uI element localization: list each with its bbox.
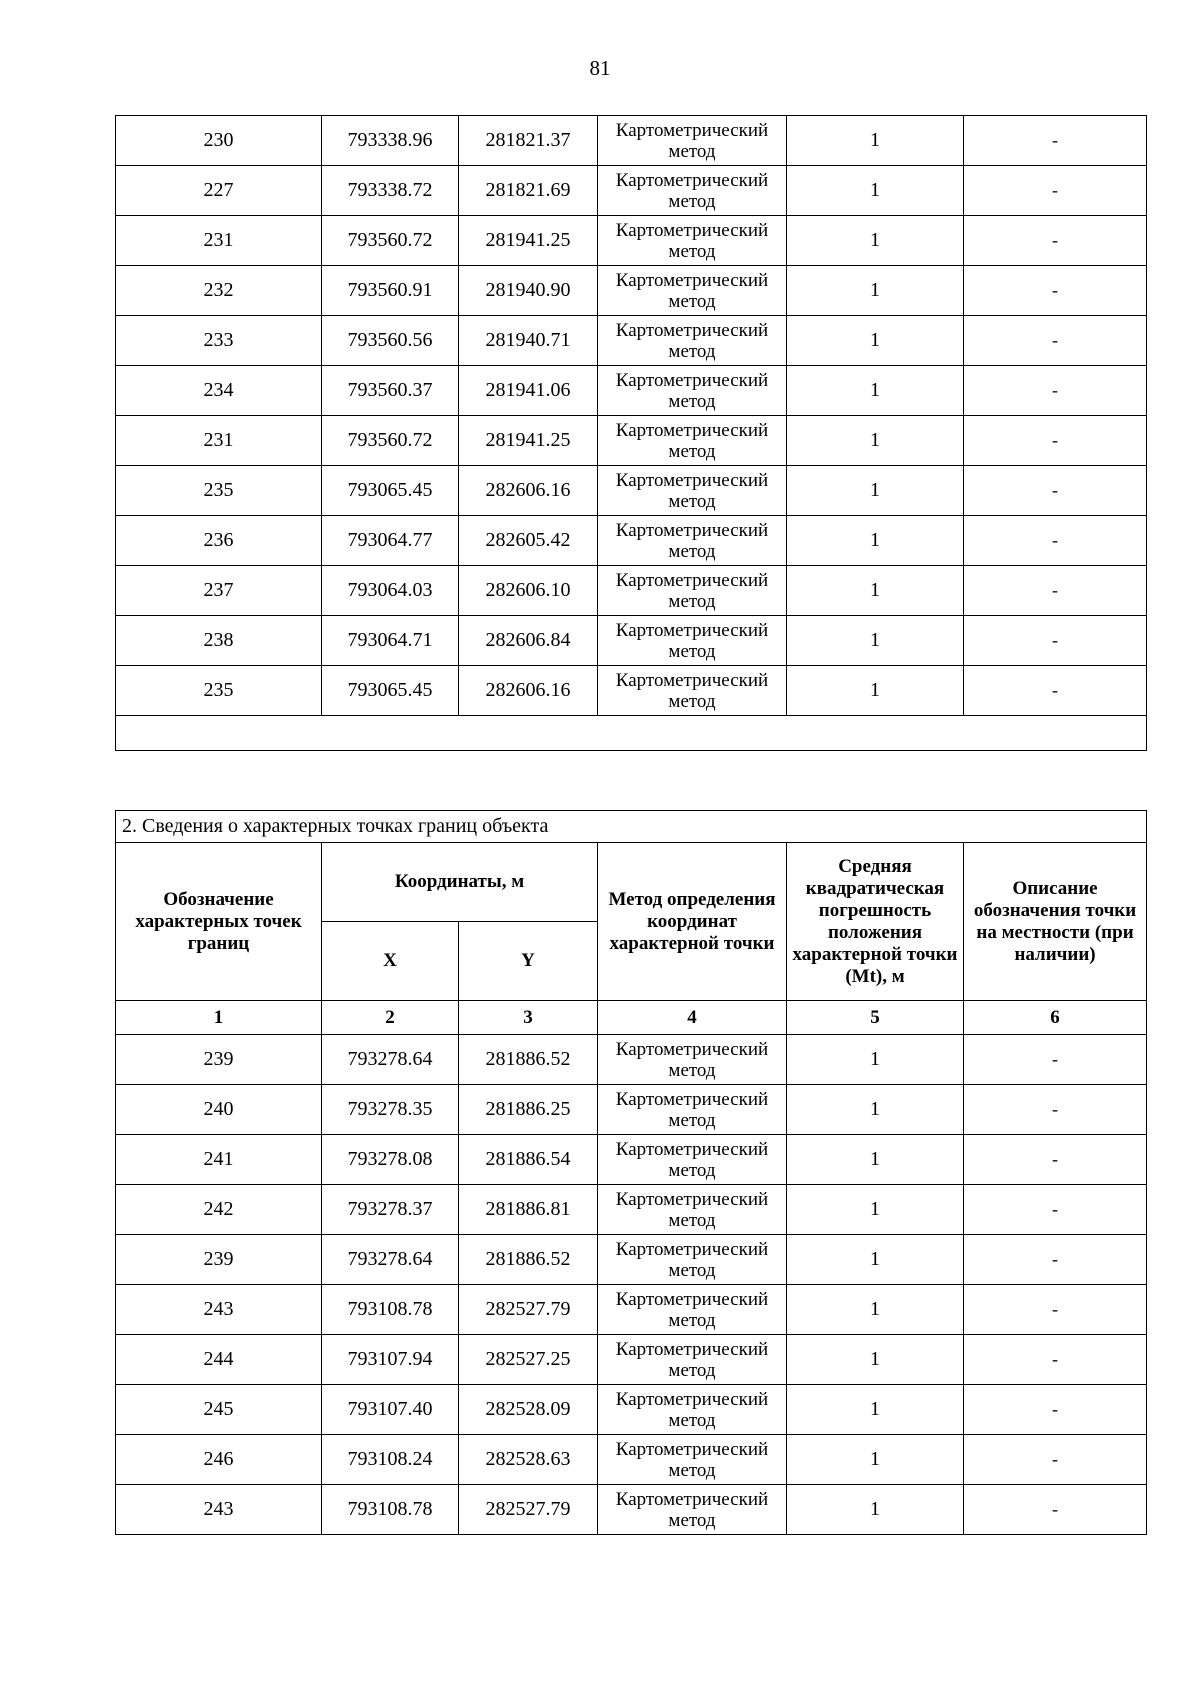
- method-line-2: метод: [668, 1259, 716, 1281]
- method-cell: [598, 1185, 787, 1235]
- method-line-1: Картометрический: [615, 519, 769, 541]
- error-cell: 1: [787, 1185, 964, 1235]
- method-line-2: метод: [668, 190, 716, 212]
- method-cell: [598, 1035, 787, 1085]
- method-line-1: Картометрический: [615, 1288, 769, 1310]
- point-id-cell: 245: [116, 1385, 322, 1435]
- method-line-1: Картометрический: [615, 619, 769, 641]
- point-id-cell: 242: [116, 1185, 322, 1235]
- x-coordinate-cell: 793065.45: [322, 466, 459, 516]
- error-cell: 1: [787, 1335, 964, 1385]
- description-cell: -: [964, 616, 1147, 666]
- point-id-cell: 243: [116, 1485, 322, 1535]
- error-cell: 1: [787, 416, 964, 466]
- x-coordinate-cell: 793108.24: [322, 1435, 459, 1485]
- method-line-1: Картометрический: [615, 469, 769, 491]
- error-cell: 1: [787, 616, 964, 666]
- y-coordinate-cell: 282606.16: [459, 466, 598, 516]
- point-id-cell: 241: [116, 1135, 322, 1185]
- y-coordinate-cell: 281940.90: [459, 266, 598, 316]
- method-line-1: Картометрический: [615, 219, 769, 241]
- method-line-1: Картометрический: [615, 169, 769, 191]
- method-line-1: Картометрический: [615, 569, 769, 591]
- error-cell: 1: [787, 116, 964, 166]
- point-id-cell: 244: [116, 1335, 322, 1385]
- point-id-cell: 243: [116, 1285, 322, 1335]
- point-id-cell: 236: [116, 516, 322, 566]
- y-coordinate-cell: 282528.63: [459, 1435, 598, 1485]
- method-line-1: Картометрический: [615, 1038, 769, 1060]
- method-cell: [598, 466, 787, 516]
- header-method: Метод определения координат характерной точки: [598, 843, 787, 1001]
- page-number: 81: [589, 56, 611, 80]
- error-cell: 1: [787, 1235, 964, 1285]
- description-cell: -: [964, 1035, 1147, 1085]
- y-coordinate-cell: 281941.25: [459, 416, 598, 466]
- description-cell: -: [964, 1185, 1147, 1235]
- point-id-cell: 231: [116, 416, 322, 466]
- method-line-1: Картометрический: [615, 419, 769, 441]
- x-coordinate-cell: 793064.71: [322, 616, 459, 666]
- method-line-1: Картометрический: [615, 1238, 769, 1260]
- description-cell: -: [964, 166, 1147, 216]
- method-cell: [598, 616, 787, 666]
- x-coordinate-cell: 793338.96: [322, 116, 459, 166]
- method-cell: [598, 216, 787, 266]
- section-title: 2. Сведения о характерных точках границ объекта: [116, 811, 1147, 843]
- table-row: [116, 1035, 1147, 1085]
- x-coordinate-cell: 793064.77: [322, 516, 459, 566]
- error-cell: 1: [787, 1485, 964, 1535]
- method-cell: [598, 1285, 787, 1335]
- description-cell: -: [964, 366, 1147, 416]
- method-line-1: Картометрический: [615, 1088, 769, 1110]
- table-row: [116, 566, 1147, 616]
- y-coordinate-cell: 281886.81: [459, 1185, 598, 1235]
- x-coordinate-cell: 793560.72: [322, 216, 459, 266]
- method-line-2: метод: [668, 1359, 716, 1381]
- table-row: [116, 666, 1147, 716]
- table-row: [116, 616, 1147, 666]
- method-line-2: метод: [668, 140, 716, 162]
- point-id-cell: 235: [116, 666, 322, 716]
- y-coordinate-cell: 281940.71: [459, 316, 598, 366]
- error-cell: 1: [787, 1035, 964, 1085]
- description-cell: -: [964, 266, 1147, 316]
- x-coordinate-cell: 793278.08: [322, 1135, 459, 1185]
- method-line-2: метод: [668, 390, 716, 412]
- empty-row: [116, 716, 1147, 751]
- table-row: [116, 116, 1147, 166]
- description-cell: -: [964, 1085, 1147, 1135]
- table-row: [116, 216, 1147, 266]
- point-id-cell: 235: [116, 466, 322, 516]
- error-cell: 1: [787, 216, 964, 266]
- description-cell: -: [964, 466, 1147, 516]
- error-cell: 1: [787, 366, 964, 416]
- method-line-2: метод: [668, 540, 716, 562]
- description-cell: -: [964, 1435, 1147, 1485]
- method-line-1: Картометрический: [615, 119, 769, 141]
- point-id-cell: 240: [116, 1085, 322, 1135]
- method-line-2: метод: [668, 440, 716, 462]
- y-coordinate-cell: 281821.37: [459, 116, 598, 166]
- error-cell: 1: [787, 1385, 964, 1435]
- x-coordinate-cell: 793560.72: [322, 416, 459, 466]
- table-row: [116, 1285, 1147, 1335]
- method-cell: [598, 416, 787, 466]
- table-row: [116, 1435, 1147, 1485]
- method-line-1: Картометрический: [615, 1188, 769, 1210]
- point-id-cell: 233: [116, 316, 322, 366]
- boundary-points-table: [115, 810, 1147, 1535]
- y-coordinate-cell: 282527.25: [459, 1335, 598, 1385]
- y-coordinate-cell: 282606.16: [459, 666, 598, 716]
- table-row: [116, 166, 1147, 216]
- y-coordinate-cell: 282606.84: [459, 616, 598, 666]
- method-cell: [598, 316, 787, 366]
- method-line-2: метод: [668, 1059, 716, 1081]
- y-coordinate-cell: 281886.54: [459, 1135, 598, 1185]
- error-cell: 1: [787, 1435, 964, 1485]
- x-coordinate-cell: 793560.56: [322, 316, 459, 366]
- description-cell: -: [964, 1485, 1147, 1535]
- table-row: [116, 266, 1147, 316]
- error-cell: 1: [787, 266, 964, 316]
- point-id-cell: 237: [116, 566, 322, 616]
- point-id-cell: 239: [116, 1235, 322, 1285]
- method-line-2: метод: [668, 340, 716, 362]
- method-line-1: Картометрический: [615, 669, 769, 691]
- column-number-4: 4: [598, 1001, 787, 1035]
- point-id-cell: 234: [116, 366, 322, 416]
- table-row: [116, 1485, 1147, 1535]
- header-description: Описание обозначения точки на местности (при наличии): [964, 843, 1147, 1001]
- method-line-2: метод: [668, 1509, 716, 1531]
- method-line-2: метод: [668, 1209, 716, 1231]
- method-line-2: метод: [668, 1309, 716, 1331]
- method-line-2: метод: [668, 590, 716, 612]
- description-cell: -: [964, 216, 1147, 266]
- y-coordinate-cell: 282606.10: [459, 566, 598, 616]
- point-id-cell: 246: [116, 1435, 322, 1485]
- method-line-1: Картометрический: [615, 269, 769, 291]
- method-line-1: Картометрический: [615, 1438, 769, 1460]
- method-line-1: Картометрический: [615, 319, 769, 341]
- table-row: [116, 1085, 1147, 1135]
- method-line-2: метод: [668, 640, 716, 662]
- description-cell: -: [964, 666, 1147, 716]
- table-row: [116, 516, 1147, 566]
- method-cell: [598, 516, 787, 566]
- method-line-2: метод: [668, 1159, 716, 1181]
- method-line-2: метод: [668, 1459, 716, 1481]
- table-row: [116, 416, 1147, 466]
- error-cell: 1: [787, 666, 964, 716]
- error-cell: 1: [787, 316, 964, 366]
- table-row: [116, 316, 1147, 366]
- table-row: [116, 1235, 1147, 1285]
- table-row: [116, 1335, 1147, 1385]
- description-cell: -: [964, 1335, 1147, 1385]
- table-row: [116, 1135, 1147, 1185]
- x-coordinate-cell: 793560.37: [322, 366, 459, 416]
- error-cell: 1: [787, 1085, 964, 1135]
- y-coordinate-cell: 281886.52: [459, 1035, 598, 1085]
- method-line-1: Картометрический: [615, 1388, 769, 1410]
- y-coordinate-cell: 282605.42: [459, 516, 598, 566]
- x-coordinate-cell: 793107.40: [322, 1385, 459, 1435]
- description-cell: -: [964, 1385, 1147, 1435]
- x-coordinate-cell: 793107.94: [322, 1335, 459, 1385]
- x-coordinate-cell: 793338.72: [322, 166, 459, 216]
- x-coordinate-cell: 793278.64: [322, 1035, 459, 1085]
- point-id-cell: 238: [116, 616, 322, 666]
- table-row: [116, 1385, 1147, 1435]
- method-cell: [598, 366, 787, 416]
- header-designation: Обозначение характерных точек границ: [116, 843, 322, 1001]
- point-id-cell: 227: [116, 166, 322, 216]
- method-cell: [598, 566, 787, 616]
- column-number-5: 5: [787, 1001, 964, 1035]
- y-coordinate-cell: 282528.09: [459, 1385, 598, 1435]
- error-cell: 1: [787, 566, 964, 616]
- description-cell: -: [964, 1235, 1147, 1285]
- method-cell: [598, 1235, 787, 1285]
- x-coordinate-cell: 793065.45: [322, 666, 459, 716]
- x-coordinate-cell: 793108.78: [322, 1285, 459, 1335]
- method-line-2: метод: [668, 290, 716, 312]
- point-id-cell: 232: [116, 266, 322, 316]
- method-cell: [598, 116, 787, 166]
- method-line-2: метод: [668, 240, 716, 262]
- description-cell: -: [964, 1285, 1147, 1335]
- x-coordinate-cell: 793560.91: [322, 266, 459, 316]
- method-cell: [598, 666, 787, 716]
- y-coordinate-cell: 282527.79: [459, 1285, 598, 1335]
- point-id-cell: 239: [116, 1035, 322, 1085]
- y-coordinate-cell: 281941.06: [459, 366, 598, 416]
- y-coordinate-cell: 281886.25: [459, 1085, 598, 1135]
- y-coordinate-cell: 281886.52: [459, 1235, 598, 1285]
- point-id-cell: 230: [116, 116, 322, 166]
- header-error: Средняя квадратическая погрешность положения характерной точки (Mt), м: [787, 843, 964, 1001]
- column-number-3: 3: [459, 1001, 598, 1035]
- error-cell: 1: [787, 466, 964, 516]
- x-coordinate-cell: 793108.78: [322, 1485, 459, 1535]
- method-line-2: метод: [668, 490, 716, 512]
- description-cell: -: [964, 516, 1147, 566]
- method-cell: [598, 1335, 787, 1385]
- column-number-2: 2: [322, 1001, 459, 1035]
- description-cell: -: [964, 116, 1147, 166]
- table-row: [116, 366, 1147, 416]
- method-line-1: Картометрический: [615, 1338, 769, 1360]
- column-number-6: 6: [964, 1001, 1147, 1035]
- header-x: X: [322, 922, 459, 1001]
- method-line-2: метод: [668, 1109, 716, 1131]
- method-cell: [598, 1135, 787, 1185]
- x-coordinate-cell: 793278.64: [322, 1235, 459, 1285]
- column-number-1: 1: [116, 1001, 322, 1035]
- method-line-1: Картометрический: [615, 1138, 769, 1160]
- method-cell: [598, 1085, 787, 1135]
- point-id-cell: 231: [116, 216, 322, 266]
- method-line-2: метод: [668, 690, 716, 712]
- method-cell: [598, 1435, 787, 1485]
- y-coordinate-cell: 281941.25: [459, 216, 598, 266]
- table-row: [116, 1185, 1147, 1235]
- method-cell: [598, 1485, 787, 1535]
- method-line-1: Картометрический: [615, 369, 769, 391]
- error-cell: 1: [787, 1285, 964, 1335]
- header-coordinates: Координаты, м: [322, 843, 598, 922]
- x-coordinate-cell: 793278.35: [322, 1085, 459, 1135]
- error-cell: 1: [787, 1135, 964, 1185]
- method-cell: [598, 266, 787, 316]
- table-row: [116, 466, 1147, 516]
- description-cell: -: [964, 1135, 1147, 1185]
- description-cell: -: [964, 316, 1147, 366]
- header-y: Y: [459, 922, 598, 1001]
- description-cell: -: [964, 566, 1147, 616]
- y-coordinate-cell: 282527.79: [459, 1485, 598, 1535]
- description-cell: -: [964, 416, 1147, 466]
- method-cell: [598, 1385, 787, 1435]
- method-line-2: метод: [668, 1409, 716, 1431]
- x-coordinate-cell: 793064.03: [322, 566, 459, 616]
- points-table-continued: [115, 115, 1147, 751]
- y-coordinate-cell: 281821.69: [459, 166, 598, 216]
- error-cell: 1: [787, 516, 964, 566]
- method-cell: [598, 166, 787, 216]
- error-cell: 1: [787, 166, 964, 216]
- method-line-1: Картометрический: [615, 1488, 769, 1510]
- x-coordinate-cell: 793278.37: [322, 1185, 459, 1235]
